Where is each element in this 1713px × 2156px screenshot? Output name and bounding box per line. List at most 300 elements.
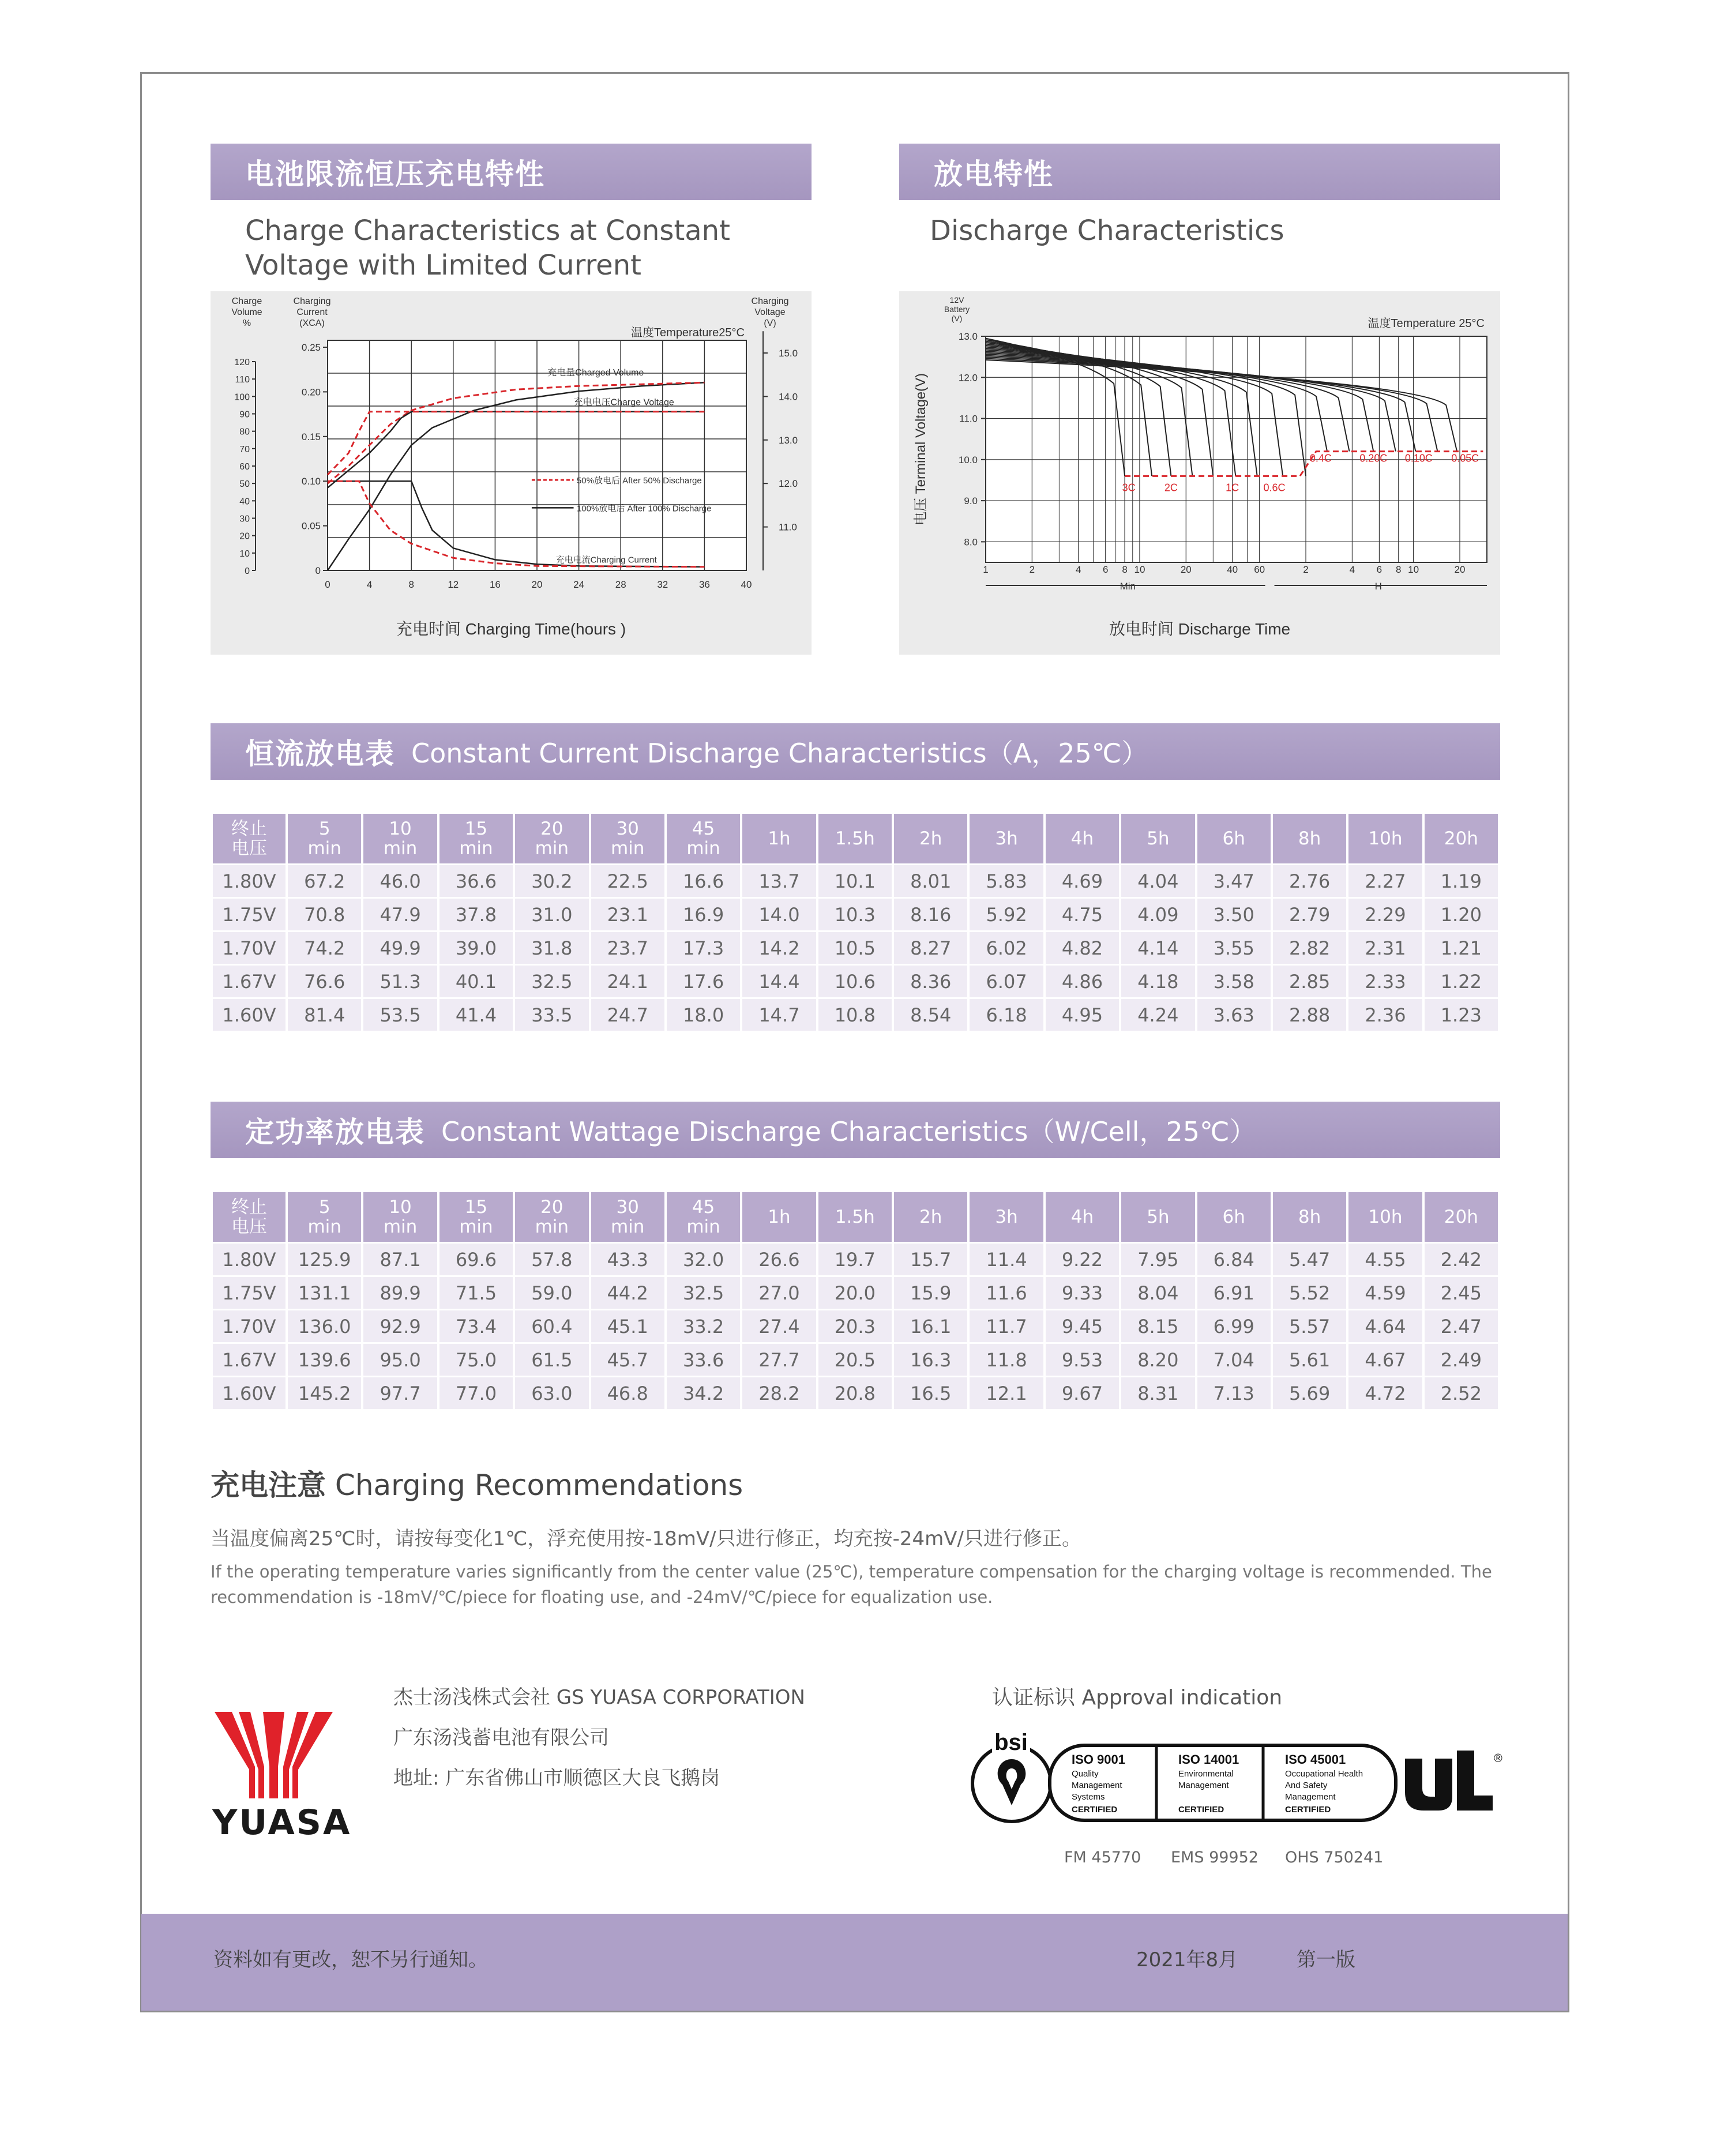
x-tick-label-h: 20 (1454, 564, 1466, 575)
cc-table-cell: 1.75V (213, 899, 286, 930)
annotation-charge-voltage: 充电电压Charge Voltage (573, 397, 674, 408)
cw-table-cell: 9.53 (1046, 1344, 1119, 1376)
cw-table-cell: 26.6 (742, 1244, 816, 1275)
volume-tick-label: 100 (234, 392, 250, 403)
cc-table-cell: 8.54 (894, 999, 967, 1031)
cc-table-cell: 49.9 (363, 932, 437, 964)
volume-tick-label: 0 (245, 566, 250, 576)
cw-table-cell: 59.0 (515, 1277, 588, 1309)
end-voltage-label: 0.05C (1451, 452, 1479, 464)
cert-number-1: FM 45770 (1064, 1849, 1141, 1866)
cw-table-header-cell: 20 min (515, 1192, 588, 1242)
cc-table-cell: 4.95 (1046, 999, 1119, 1031)
volume-tick-label: 80 (239, 427, 250, 437)
cw-table-cell: 9.45 (1046, 1310, 1119, 1342)
cw-table-cell: 1.60V (213, 1377, 286, 1409)
cw-table-header-cell: 20h (1425, 1192, 1498, 1242)
cc-table-header-cell: 1.5h (818, 814, 892, 863)
cw-table-cell: 95.0 (363, 1344, 437, 1376)
cc-table-cell: 41.4 (439, 999, 513, 1031)
cc-table-cell: 3.55 (1197, 932, 1271, 964)
cc-table-cell: 5.83 (970, 865, 1043, 897)
cc-table-header-cell: 2h (894, 814, 967, 863)
current-tick-label: 0.25 (301, 342, 321, 353)
ul-registered-mark: ® (1494, 1752, 1502, 1765)
volume-tick-label: 30 (239, 514, 250, 524)
cw-table-header-cell: 45 min (667, 1192, 740, 1242)
volume-tick-label: 110 (235, 375, 250, 385)
cc-table-cell: 4.82 (1046, 932, 1119, 964)
cw-table-cell: 63.0 (515, 1377, 588, 1409)
cw-table-cell: 15.9 (894, 1277, 967, 1309)
y-tick-label: 9.0 (964, 495, 978, 507)
cc-table-cell: 14.7 (742, 999, 816, 1031)
recommendations-title (211, 1462, 743, 1504)
cw-table-cell: 61.5 (515, 1344, 588, 1376)
cc-table-cell: 6.02 (970, 932, 1043, 964)
cw-table-cell: 9.33 (1046, 1277, 1119, 1309)
cw-table-cell: 8.15 (1121, 1310, 1194, 1342)
cw-table-cell: 139.6 (288, 1344, 361, 1376)
cc-table-cell: 10.5 (818, 932, 892, 964)
cc-table-cell: 18.0 (667, 999, 740, 1031)
cc-table-cell: 76.6 (288, 966, 361, 997)
x-tick-label: 32 (657, 579, 668, 590)
temperature-note: 温度Temperature 25°C (1368, 317, 1485, 330)
cc-table-cell: 1.20 (1425, 899, 1498, 930)
cw-table-row (213, 1377, 1498, 1409)
volume-tick-label: 70 (239, 444, 250, 455)
x-tick-label-min: 6 (1102, 564, 1109, 575)
cw-table-cell: 11.6 (970, 1277, 1043, 1309)
cw-table-cell: 44.2 (591, 1277, 664, 1309)
cw-table-cell: 33.6 (667, 1344, 740, 1376)
cert-status: CERTIFIED (1285, 1805, 1331, 1815)
cc-table-cell: 8.27 (894, 932, 967, 964)
cw-table-cell: 1.67V (213, 1344, 286, 1376)
cc-table-cell: 81.4 (288, 999, 361, 1031)
cw-table-cell: 8.20 (1121, 1344, 1194, 1376)
cw-table-cell: 75.0 (439, 1344, 513, 1376)
end-voltage-label: 0.4C (1309, 452, 1332, 464)
cc-table-cell: 8.36 (894, 966, 967, 997)
footer (141, 1914, 1568, 2011)
cw-table-cell: 2.42 (1425, 1244, 1498, 1275)
charge-subtitle-line1: Charge Characteristics at Constant (245, 215, 730, 247)
current-axis-label: Charging (293, 296, 331, 306)
cc-table-cell: 46.0 (363, 865, 437, 897)
cw-table-cell: 97.7 (363, 1377, 437, 1409)
cw-table-cell: 5.69 (1273, 1377, 1346, 1409)
cc-table-cell: 30.2 (515, 865, 588, 897)
cw-table-cell: 4.64 (1348, 1310, 1422, 1342)
cc-table-cell: 3.63 (1197, 999, 1271, 1031)
annotation-charging-current: 充电电流Charging Current (555, 555, 657, 565)
volume-tick-label: 10 (239, 549, 250, 559)
cc-table-cell: 67.2 (288, 865, 361, 897)
cc-table-cell: 24.1 (591, 966, 664, 997)
cw-table-cell: 9.22 (1046, 1244, 1119, 1275)
cc-table-cell: 10.6 (818, 966, 892, 997)
cw-table-cell: 11.7 (970, 1310, 1043, 1342)
cc-table-cell: 2.79 (1273, 899, 1346, 930)
cw-table-cell: 15.7 (894, 1244, 967, 1275)
volume-tick-label: 20 (239, 531, 250, 542)
cw-table-header-cell: 10 min (363, 1192, 437, 1242)
min-unit-label: Min (1120, 581, 1136, 592)
cw-table-cell: 32.5 (667, 1277, 740, 1309)
charge-chart-svg (211, 291, 812, 655)
discharge-chart (899, 291, 1500, 655)
charge-chart (211, 291, 812, 655)
cw-table-cell: 16.1 (894, 1310, 967, 1342)
cc-table-cell: 23.1 (591, 899, 664, 930)
cw-table-header-cell: 10h (1348, 1192, 1422, 1242)
cw-table-cell: 28.2 (742, 1377, 816, 1409)
cw-table-cell: 71.5 (439, 1277, 513, 1309)
footer-date: 2021年8月 (1136, 1948, 1238, 1971)
current-axis-label: (XCA) (299, 318, 325, 328)
cw-table-band (211, 1102, 1500, 1158)
annotation-charged-volume: 充电量Charged Volume (547, 368, 644, 378)
cc-table-cell: 2.76 (1273, 865, 1346, 897)
voltage-tick-label: 11.0 (779, 521, 797, 533)
cw-table (211, 1190, 1500, 1411)
cc-table-header-cell: 5h (1121, 814, 1194, 863)
battery-label: (V) (951, 314, 963, 323)
discharge-subtitle: Discharge Characteristics (930, 215, 1284, 247)
cc-table-header-cell: 20 min (515, 814, 588, 863)
ul-mark-icon (1400, 1751, 1502, 1814)
cc-table-title-zh: 恒流放电表 (245, 737, 395, 771)
cc-table-cell: 22.5 (591, 865, 664, 897)
cc-table-cell: 2.33 (1348, 966, 1422, 997)
voltage-axis-label: Voltage (754, 307, 786, 317)
cc-table-cell: 70.8 (288, 899, 361, 930)
cw-table-cell: 8.04 (1121, 1277, 1194, 1309)
company-line3: 地址: 广东省佛山市顺德区大良飞鹅岗 (393, 1767, 720, 1790)
cw-table-cell: 32.0 (667, 1244, 740, 1275)
cw-table-cell: 77.0 (439, 1377, 513, 1409)
cw-table-cell: 9.67 (1046, 1377, 1119, 1409)
cw-table-cell: 16.3 (894, 1344, 967, 1376)
cw-table-cell: 4.67 (1348, 1344, 1422, 1376)
cw-table-cell: 136.0 (288, 1310, 361, 1342)
cc-table-cell: 1.67V (213, 966, 286, 997)
x-tick-label-h: 8 (1396, 564, 1402, 575)
cc-table-cell: 6.18 (970, 999, 1043, 1031)
cw-table-row (213, 1277, 1498, 1309)
cc-table-cell: 74.2 (288, 932, 361, 964)
x-tick-label: 24 (573, 579, 585, 590)
cw-table-header-cell: 3h (970, 1192, 1043, 1242)
cc-table-cell: 47.9 (363, 899, 437, 930)
cw-table-row (213, 1310, 1498, 1342)
yuasa-logo-text: YUASA (212, 1802, 352, 1843)
cw-table-cell: 131.1 (288, 1277, 361, 1309)
cw-table-cell: 125.9 (288, 1244, 361, 1275)
cw-table-header (213, 1192, 1498, 1242)
y-tick-label: 12.0 (958, 372, 978, 384)
cw-table-cell: 20.3 (818, 1310, 892, 1342)
cc-table-cell: 2.85 (1273, 966, 1346, 997)
cc-table-cell: 8.16 (894, 899, 967, 930)
plot-area (986, 336, 1487, 562)
cc-table-header-cell: 45 min (667, 814, 740, 863)
cc-table-cell: 10.3 (818, 899, 892, 930)
cc-table-cell: 4.14 (1121, 932, 1194, 964)
y-tick-label: 10.0 (958, 454, 978, 465)
x-tick-label: 4 (366, 579, 373, 590)
cert-scope-line: Management (1072, 1781, 1122, 1790)
cw-table-cell: 1.75V (213, 1277, 286, 1309)
cw-table-header-cell: 5 min (288, 1192, 361, 1242)
cert-scope-line: Management (1285, 1792, 1336, 1802)
cw-table-cell: 89.9 (363, 1277, 437, 1309)
y-tick-label: 8.0 (964, 536, 978, 548)
volume-tick-label: 50 (239, 479, 250, 490)
cw-table-cell: 2.52 (1425, 1377, 1498, 1409)
current-tick-label: 0.05 (301, 520, 321, 532)
approval-title: 认证标识 Approval indication (992, 1686, 1283, 1710)
x-tick-label-h: 2 (1303, 564, 1309, 575)
footer-edition: 第一版 (1297, 1948, 1355, 1971)
x-tick-label-min: 1 (983, 564, 989, 575)
cc-table-cell: 40.1 (439, 966, 513, 997)
cw-table-cell: 11.4 (970, 1244, 1043, 1275)
cc-table (211, 812, 1500, 1032)
cw-table-row (213, 1244, 1498, 1275)
cw-table-cell: 7.04 (1197, 1344, 1271, 1376)
legend-100-label: 100%放电后 After 100% Discharge (576, 504, 712, 514)
x-tick-label-min: 60 (1254, 564, 1265, 575)
cc-table-cell: 2.29 (1348, 899, 1422, 930)
x-tick-label: 16 (489, 579, 501, 590)
cc-table-cell: 2.27 (1348, 865, 1422, 897)
current-tick-label: 0.10 (301, 476, 321, 487)
cw-table-cell: 57.8 (515, 1244, 588, 1275)
cert-code: ISO 45001 (1285, 1752, 1346, 1767)
cc-table-cell: 39.0 (439, 932, 513, 964)
cw-table-cell: 4.72 (1348, 1377, 1422, 1409)
current-tick-label: 0.15 (301, 431, 321, 442)
cw-table-cell: 33.2 (667, 1310, 740, 1342)
cc-table-header-cell: 4h (1046, 814, 1119, 863)
cc-table-cell: 37.8 (439, 899, 513, 930)
x-axis-title: 充电时间 Charging Time(hours ) (396, 620, 626, 638)
cw-table-cell: 12.1 (970, 1377, 1043, 1409)
end-voltage-label: 0.20C (1359, 452, 1388, 464)
voltage-tick-label: 13.0 (779, 434, 798, 446)
cw-table-cell: 6.84 (1197, 1244, 1271, 1275)
cw-table-cell: 69.6 (439, 1244, 513, 1275)
bsi-kitemark-icon (972, 1745, 1051, 1821)
cc-table-cell: 2.36 (1348, 999, 1422, 1031)
cc-table-header-cell: 30 min (591, 814, 664, 863)
cert-number-2: EMS 99952 (1171, 1849, 1259, 1866)
cc-table-header-cell: 5 min (288, 814, 361, 863)
cc-table-header-cell: 10h (1348, 814, 1422, 863)
cw-table-row (213, 1344, 1498, 1376)
cw-table-cell: 20.0 (818, 1277, 892, 1309)
cw-table-cell: 27.4 (742, 1310, 816, 1342)
x-axis-title: 放电时间 Discharge Time (1109, 620, 1291, 638)
cw-table-header-cell: 1h (742, 1192, 816, 1242)
cw-table-cell: 1.70V (213, 1310, 286, 1342)
battery-label: 12V (949, 295, 964, 305)
x-tick-label-min: 4 (1075, 564, 1081, 575)
cc-table-header-cell: 20h (1425, 814, 1498, 863)
end-voltage-label: 1C (1226, 482, 1239, 494)
x-tick-label-h: 10 (1408, 564, 1419, 575)
cw-table-header-cell: 6h (1197, 1192, 1271, 1242)
voltage-axis-label: Charging (751, 296, 789, 306)
volume-axis-label: Charge (231, 296, 262, 306)
cc-table-cell: 31.8 (515, 932, 588, 964)
cc-table-header-cell: 3h (970, 814, 1043, 863)
cw-table-cell: 2.49 (1425, 1344, 1498, 1376)
certification-badges (969, 1725, 1399, 1834)
cw-table-cell: 43.3 (591, 1244, 664, 1275)
cc-table-cell: 33.5 (515, 999, 588, 1031)
volume-tick-label: 60 (239, 462, 250, 472)
company-line2: 广东汤浅蓄电池有限公司 (393, 1726, 609, 1749)
cc-table-header-cell: 1h (742, 814, 816, 863)
charge-subtitle-line2: Voltage with Limited Current (245, 249, 641, 281)
h-unit-label: H (1374, 581, 1382, 592)
cert-code: ISO 9001 (1072, 1752, 1125, 1767)
cw-table-cell: 60.4 (515, 1310, 588, 1342)
cc-table-cell: 14.0 (742, 899, 816, 930)
cc-table-cell: 1.60V (213, 999, 286, 1031)
x-tick-label-min: 2 (1029, 564, 1035, 575)
cw-table-header-cell: 1.5h (818, 1192, 892, 1242)
cc-table-cell: 2.82 (1273, 932, 1346, 964)
cc-table-cell: 13.7 (742, 865, 816, 897)
cw-table-cell: 19.7 (818, 1244, 892, 1275)
volume-tick-label: 90 (239, 410, 250, 420)
cw-table-header-cell: 2h (894, 1192, 967, 1242)
x-tick-label: 8 (408, 579, 414, 590)
volume-tick-label: 120 (234, 358, 250, 367)
cc-table-cell: 17.3 (667, 932, 740, 964)
cc-table-header-cell: 10 min (363, 814, 437, 863)
cw-table-cell: 20.8 (818, 1377, 892, 1409)
voltage-tick-label: 15.0 (779, 348, 798, 359)
cw-table-cell: 8.31 (1121, 1377, 1194, 1409)
cw-table-cell: 16.5 (894, 1377, 967, 1409)
cc-table-cell: 4.18 (1121, 966, 1194, 997)
cc-table-title-en: Constant Current Discharge Characteristics（A，25℃） (411, 738, 1148, 769)
company-line1: 杰士汤浅株式会社 GS YUASA CORPORATION (393, 1686, 805, 1709)
current-tick-label: 0 (315, 565, 321, 576)
cw-table-cell: 4.59 (1348, 1277, 1422, 1309)
cc-table-header (213, 814, 1498, 863)
cc-table-cell: 17.6 (667, 966, 740, 997)
cc-table-cell: 24.7 (591, 999, 664, 1031)
legend-50-label: 50%放电后 After 50% Discharge (576, 476, 702, 486)
x-tick-label: 36 (698, 579, 710, 590)
yuasa-logo-icon (215, 1712, 333, 1798)
cert-number-3: OHS 750241 (1285, 1849, 1384, 1866)
cc-table-cell: 14.2 (742, 932, 816, 964)
cc-table-cell: 10.1 (818, 865, 892, 897)
cc-table-cell: 4.75 (1046, 899, 1119, 930)
y-axis-title: 电压 Terminal Voltage(V) (913, 373, 929, 526)
cc-table-header-cell: 6h (1197, 814, 1271, 863)
recommendations-text-zh: 当温度偏离25℃时，请按每变化1℃，浮充使用按-18mV/只进行修正，均充按-24mV/只进行修正。 (211, 1527, 1081, 1550)
cw-table-cell: 20.5 (818, 1344, 892, 1376)
temperature-note: 温度Temperature25°C (631, 326, 745, 339)
cc-table-cell: 1.23 (1425, 999, 1498, 1031)
cw-table-cell: 5.61 (1273, 1344, 1346, 1376)
current-tick-label: 0.20 (301, 386, 321, 398)
cc-table-cell: 2.31 (1348, 932, 1422, 964)
cert-status: CERTIFIED (1072, 1805, 1118, 1815)
volume-tick-label: 40 (239, 497, 250, 507)
cw-table-cell: 45.1 (591, 1310, 664, 1342)
end-voltage-label: 3C (1122, 482, 1136, 494)
cc-table-cell: 8.01 (894, 865, 967, 897)
y-tick-label: 11.0 (959, 413, 978, 425)
cw-table-cell: 145.2 (288, 1377, 361, 1409)
cc-table-header-cell: 8h (1273, 814, 1346, 863)
cert-scope-line: Management (1178, 1781, 1229, 1790)
cw-table-header-cell: 5h (1121, 1192, 1194, 1242)
voltage-tick-label: 14.0 (779, 391, 798, 403)
x-tick-label: 40 (741, 579, 752, 590)
cc-table-cell: 14.4 (742, 966, 816, 997)
cc-table-cell: 36.6 (439, 865, 513, 897)
cc-table-cell: 1.21 (1425, 932, 1498, 964)
cc-table-header-cell: 15 min (439, 814, 513, 863)
x-tick-label-h: 6 (1376, 564, 1383, 575)
cw-table-header-cell: 15 min (439, 1192, 513, 1242)
cc-table-cell: 4.86 (1046, 966, 1119, 997)
cw-table-title-zh: 定功率放电表 (245, 1115, 425, 1149)
cw-table-cell: 27.7 (742, 1344, 816, 1376)
cc-table-row (213, 932, 1498, 964)
recommendations-title-en: Charging Recommendations (335, 1468, 743, 1502)
charge-section-title: 电池限流恒压充电特性 (245, 157, 545, 191)
current-axis-label: Current (296, 307, 328, 317)
cc-table-cell: 51.3 (363, 966, 437, 997)
cc-table-cell: 23.7 (591, 932, 664, 964)
cc-table-cell: 10.8 (818, 999, 892, 1031)
charge-subtitle (245, 213, 730, 283)
x-tick-label: 12 (448, 579, 459, 590)
end-voltage-label: 2C (1164, 482, 1178, 494)
cc-table-cell: 1.80V (213, 865, 286, 897)
y-tick-label: 13.0 (958, 331, 978, 342)
cw-table-cell: 7.95 (1121, 1244, 1194, 1275)
x-tick-label-h: 4 (1349, 564, 1355, 575)
cert-scope-line: And Safety (1285, 1781, 1328, 1790)
discharge-section-title: 放电特性 (934, 157, 1054, 191)
recommendations-text-en: If the operating temperature varies significantly from the center value (25℃), temperature compensation for the charging voltage is recommended. The recommendation is -18mV/℃/piece for floating use, and -24mV/℃/piece for equalization use. (211, 1562, 1492, 1607)
x-tick-label-min: 20 (1180, 564, 1192, 575)
cc-table-cell: 1.70V (213, 932, 286, 964)
bsi-label: bsi (994, 1730, 1028, 1755)
cw-table-cell: 5.52 (1273, 1277, 1346, 1309)
cw-table-cell: 2.47 (1425, 1310, 1498, 1342)
cw-table-header-cell: 30 min (591, 1192, 664, 1242)
cert-scope-line: Systems (1072, 1792, 1105, 1802)
cw-table-cell: 6.91 (1197, 1277, 1271, 1309)
x-tick-label: 28 (615, 579, 626, 590)
cw-table-header-cell: 8h (1273, 1192, 1346, 1242)
x-tick-label-min: 40 (1227, 564, 1238, 575)
